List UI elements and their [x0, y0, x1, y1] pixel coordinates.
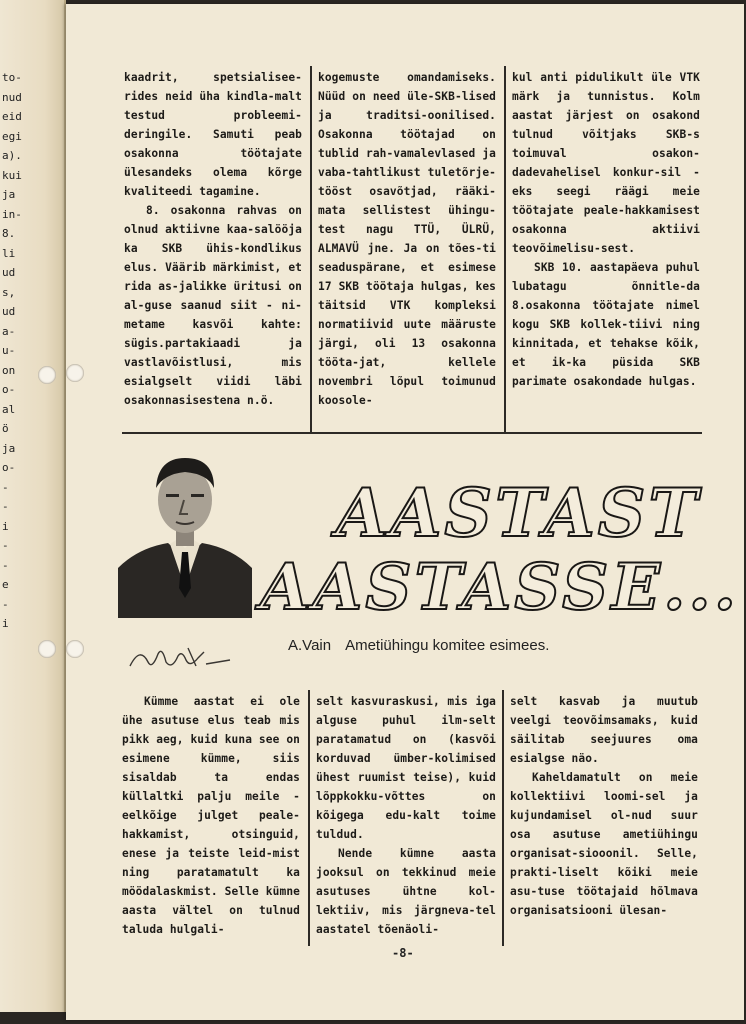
- newsletter-page: [66, 4, 744, 1020]
- left-page-fragment: -: [2, 558, 9, 572]
- left-page-fragment: in-: [2, 207, 22, 221]
- left-page-fragment: li: [2, 246, 16, 260]
- left-page-fragment: s,: [2, 285, 16, 299]
- left-page-fragment: ud: [2, 266, 16, 279]
- left-page-fragment: a-: [2, 324, 16, 338]
- paragraph: kul anti pidulikult üle VTK märk ja tunnistus. Kolm aastat järjest on osakond tulnud võitjaks SKB-s toimuval osakon-dadevahelisel konkur-sil - eks seegi räägi meie töötajate peale-hakkamisest osakonna aktiivi teovõimelisu-sest.: [512, 71, 700, 255]
- left-page-fragment: on: [2, 363, 16, 377]
- author-name: A.Vain: [288, 637, 332, 654]
- left-page-fragment: al: [2, 402, 16, 416]
- headline-line-1: AASTAST: [336, 474, 701, 552]
- left-page-fragment: -: [2, 500, 9, 513]
- left-page-fragment: -: [2, 539, 9, 552]
- paragraph: Kaheldamatult on meie kollektiivi loomi-sel ja kujundamisel ol-nud suur osa asutuse ametiühingu organisat-siooonil. Selle, prakti-liselt kõiki meie asu-tuse töötajaid hõlmava organisatsiooni ülesan-: [510, 771, 698, 917]
- left-page-fragment: o-: [2, 461, 16, 474]
- paragraph: SKB 10. aastapäeva puhul lubatagu õnnitle-da 8.osakonna töötajate nimel kogu SKB kollek-tiivi ning kinnitada, et tehakse kõik, et ik-ka püsida SKB parimate osakondade hulgas.: [512, 261, 700, 388]
- left-page-fragment: a).: [2, 149, 22, 162]
- left-page-fragment: 8.: [2, 227, 16, 240]
- author-byline: [288, 637, 563, 654]
- top-article-column-1: [124, 68, 302, 410]
- paragraph: selt kasvab ja muutub veelgi teovõimsamaks, kuid säilitab seejuures oma esialgse näo.: [510, 695, 698, 765]
- bottom-article: [66, 692, 744, 946]
- left-page-fragment: -: [2, 480, 9, 494]
- left-page-fragment: -: [2, 597, 9, 611]
- binding-hole-top: [38, 366, 56, 384]
- page-number: -8-: [392, 946, 414, 960]
- bottom-article-column-2: [316, 692, 496, 939]
- top-column-divider-1: [310, 66, 312, 434]
- top-article: [66, 68, 744, 434]
- left-page-fragment: egi: [2, 129, 22, 143]
- paragraph: kaadrit, spetsialisee-rides neid üha kindla-malt testud probleemi-deringile. Samuti peab osakonna töötajate ülesandeks olema kõrge kvaliteedi tagamine.: [124, 71, 302, 198]
- punch-hole-bottom: [66, 640, 84, 658]
- left-page-fragment: ud: [2, 305, 16, 318]
- headline-line-2: AASTASSE...: [260, 550, 739, 625]
- top-column-divider-2: [504, 66, 506, 434]
- paragraph: Kümme aastat ei ole ühe asutuse elus teab mis pikk aeg, kuid kuna see on esimene kümme, siis sisaldab ta endas küllaltki palju meile - eelkõige julget peale-hakkamist, otsinguid, enese ja teiste leid-mist ning paratamatult ka möödalaskmist. Selle kümne aasta vältel on tulnud taluda hulgali-: [122, 695, 300, 936]
- bottom-column-divider-2: [502, 690, 504, 946]
- paragraph: selt kasvuraskusi, mis iga alguse puhul ilm-selt paratamatud on (kasvõi korduvad ümber-kolimised ühest ruumist teise), kuid lõppkokku-võttes on kõigega edu-kalt toime tuldud.: [316, 695, 496, 841]
- left-page-fragment: i: [2, 617, 9, 630]
- top-article-column-3: [512, 68, 700, 391]
- handwritten-signature: [126, 640, 236, 674]
- paragraph: 8. osakonna rahvas on olnud aktiivne kaa-salööja ka SKB ühis-kondlikus elus. Väärib märkimist, et rida as-jalikke üritusi on al-guse saanud siit - ni-metame kasvõi kahte: sügis.partakiaadi ja vastlavõistlusi, mis esialgselt viidi läbi osakonnasisestena n.ö.: [124, 204, 302, 407]
- left-page-fragment: u-: [2, 344, 16, 357]
- left-page-fragment: i: [2, 519, 9, 533]
- left-page-fragment: ö: [2, 422, 9, 435]
- top-article-column-2: [318, 68, 496, 410]
- binding-hole-bottom: [38, 640, 56, 658]
- bottom-column-divider-1: [308, 690, 310, 946]
- left-page-fragment: e: [2, 578, 9, 591]
- left-page-fragment: to-: [2, 71, 22, 84]
- bottom-article-column-1: [122, 692, 300, 939]
- left-page-fragment: kui: [2, 168, 22, 182]
- left-page-fragment: nud: [2, 90, 22, 104]
- left-page-fragment: ja: [2, 441, 16, 455]
- paragraph: kogemuste omandamiseks. Nüüd on need üle-SKB-lised ja traditsi-oonilised. Osakonna töötajad on tublid rah-vamalevlased ja vaba-tahtlikust tuletõrje-tööst osavõtjad, rääki-mata sellistest ühingu-test nagu TTÜ, ÜLRÜ, ALMAVÜ jne. Ja on tões-ti seaduspärane, et esimese 17 SKB töötaja hulgas, kes täitsid VTK kompleksi normatiivid uute määruste järgi, oli 13 osakonna tööta-jat, kellele novembri lõpul toimunud koosole-: [318, 71, 496, 407]
- bottom-article-column-3: [510, 692, 698, 920]
- author-title: Ametiühingu komitee esimees.: [345, 637, 550, 654]
- left-page-fragment: o-: [2, 383, 16, 396]
- paragraph: Nende kümne aasta jooksul on tekkinud meie asutuses ühtne kol-lektiiv, mis järgneva-tel aastatel tõenäoli-: [316, 847, 496, 936]
- left-page-fragment: eid: [2, 110, 22, 123]
- top-article-rule: [122, 432, 702, 434]
- left-facing-page: [0, 0, 66, 1012]
- portrait-photo: [118, 448, 252, 618]
- left-page-fragment: ja: [2, 188, 16, 201]
